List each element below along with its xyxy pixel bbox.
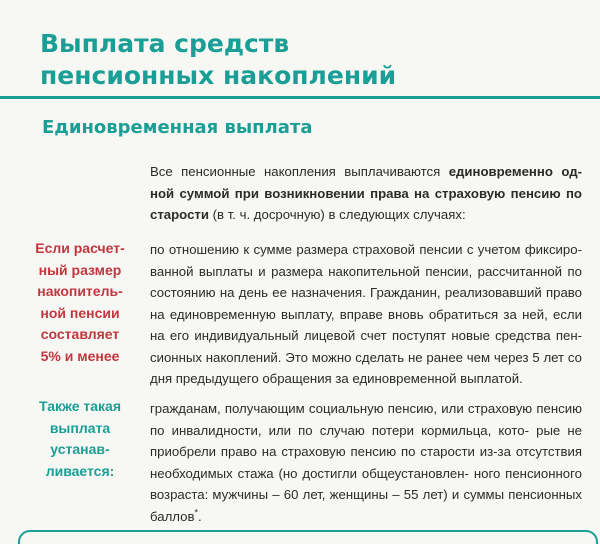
case1-side-line: ной пенсии bbox=[40, 304, 120, 321]
intro-bold-3: по старости bbox=[150, 185, 582, 222]
case1-line: ванной выплаты и размера накопительной пенсии, рассчитанной по bbox=[150, 263, 582, 279]
case2-side-label bbox=[20, 396, 140, 482]
case2-line: гражданам, получающим социальную пенсию, или страховую bbox=[150, 401, 533, 416]
page-title bbox=[40, 28, 580, 92]
case1-side-line: накопитель- bbox=[37, 283, 123, 299]
case1-side-line: Если расчет- bbox=[35, 240, 125, 256]
case1-line: на единовременную выплату, вправе вновь обратиться за ней, если bbox=[150, 306, 582, 322]
case1-side-label bbox=[20, 238, 140, 367]
case2-end: . bbox=[197, 508, 202, 524]
case2-paragraph bbox=[150, 398, 582, 527]
case1-line: дня предыдущего обращения за единовременной выплатой. bbox=[150, 371, 523, 386]
intro-text-1: Все пенсионные накопления выплачиваются bbox=[150, 164, 449, 179]
intro-bold-2: ной суммой при возникновении права на страховую пенсию bbox=[150, 185, 561, 201]
intro-paragraph bbox=[150, 161, 582, 226]
case1-paragraph bbox=[150, 239, 582, 390]
case1-side-line: составляет bbox=[40, 326, 120, 342]
case2-side-line: ливается: bbox=[45, 462, 115, 479]
case2-line: отсутствия необходимых стажа (но достигли общеустановлен- bbox=[150, 444, 583, 481]
case2-line: и суммы пенсионных баллов bbox=[150, 487, 582, 524]
case1-line: состоянию на день ее назначения. Гражданин, реализовавший право bbox=[150, 285, 582, 300]
title-line-1: Выплата средств bbox=[40, 29, 290, 58]
footnote-mark: * bbox=[194, 507, 198, 518]
case2-line: пенсию по инвалидности, или по случаю потери кормильца, кото- bbox=[150, 401, 582, 438]
case1-side-line: ный размер bbox=[38, 261, 122, 278]
case1-line: сионных накоплений. Это можно сделать не ранее чем через 5 лет со bbox=[150, 349, 582, 365]
case1-line: по отношению к сумме размера страховой пенсии с учетом фиксиро- bbox=[150, 242, 582, 257]
case2-line: рые не приобрели право на страховую пенсию по старости из-за bbox=[150, 422, 583, 459]
intro-text-2: (в т. ч. досрочную) в следующих случаях: bbox=[208, 207, 466, 222]
intro-bold-1: единовременно од- bbox=[448, 164, 582, 179]
case2-side-line: устанав- bbox=[50, 441, 110, 457]
case2-line: ного пенсионного возраста: мужчины – 60 лет, женщины – 55 лет) bbox=[150, 465, 582, 502]
case2-side-line: Также такая bbox=[38, 398, 122, 414]
case1-side-line: 5% и менее bbox=[40, 347, 120, 364]
case2-side-line: выплата bbox=[49, 419, 111, 436]
section-subtitle: Единовременная выплата bbox=[42, 117, 313, 138]
title-divider bbox=[0, 96, 600, 99]
case1-line: на его индивидуальный лицевой счет поступят новые средства пен- bbox=[150, 328, 582, 343]
title-line-2: пенсионных накоплений bbox=[40, 61, 397, 90]
